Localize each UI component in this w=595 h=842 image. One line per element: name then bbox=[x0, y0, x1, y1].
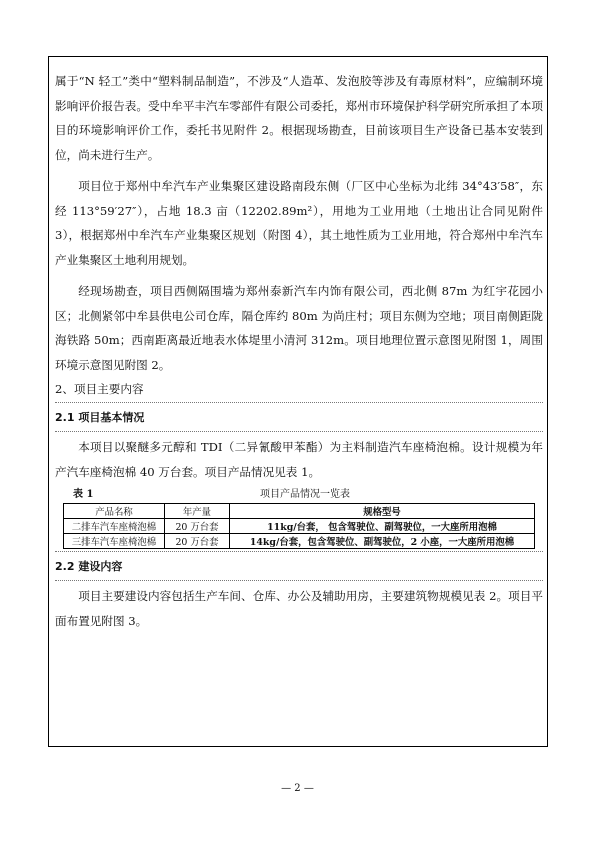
cell-product-name: 三排车汽车座椅泡棉 bbox=[64, 534, 165, 549]
table-header-row bbox=[64, 504, 535, 519]
page-number: — 2 — bbox=[281, 783, 314, 794]
dotted-separator bbox=[55, 580, 543, 581]
dotted-separator bbox=[55, 402, 543, 403]
cell-spec-model: 11kg/台套， 包含驾驶位、副驾驶位，一大座所用泡棉 bbox=[230, 519, 535, 534]
cell-product-name: 二排车汽车座椅泡棉 bbox=[64, 519, 165, 534]
product-table bbox=[63, 503, 535, 549]
table-number: 表 1 bbox=[73, 489, 94, 500]
header-spec-model: 规格型号 bbox=[230, 504, 535, 519]
table-title: 项目产品情况一览表 bbox=[260, 489, 350, 500]
subsection-heading-basic-info: 2.1 项目基本情况 bbox=[55, 411, 145, 424]
paragraph-construction: 项目主要建设内容包括生产车间、仓库、办公及辅助用房，主要建筑物规模见表 2。项目平面布置见附图 3。 bbox=[55, 589, 543, 628]
table-caption bbox=[55, 488, 543, 502]
document-frame bbox=[48, 56, 548, 747]
table-row bbox=[64, 534, 535, 549]
table-row bbox=[64, 519, 535, 534]
cell-annual-output: 20 万台套 bbox=[165, 534, 230, 549]
paragraph-surroundings: 经现场勘查，项目西侧隔围墙为郑州泰新汽车内饰有限公司，西北侧 87m 为红宇花园小区；北侧紧邻中牟县供电公司仓库，隔仓库约 80m 为尚庄村；项目东侧为空地；项目南侧距陇海铁路 50m；西南距离最近地表水体堤里小清河 312m。项目地理位置示意图见附图 1，周围环境示意图见附图 2。 bbox=[55, 284, 543, 372]
dotted-separator bbox=[55, 551, 543, 552]
paragraph-location: 项目位于郑州中牟汽车产业集聚区建设路南段东侧（厂区中心坐标为北纬 34°43′58″，东经 113°59′27″），占地 18.3 亩（12202.89m²），用地为工业用地（土地出让合同见附件 3），根据郑州中牟汽车产业集聚区规划（附图 4），其土地性质为工业用地，符合郑州中牟汽车产业集聚区土地利用规划。 bbox=[55, 179, 543, 267]
cell-spec-model: 14kg/台套，包含驾驶位、副驾驶位，2 小座，一大座所用泡棉 bbox=[230, 534, 535, 549]
subsection-heading-construction: 2.2 建设内容 bbox=[55, 560, 123, 573]
header-annual-output: 年产量 bbox=[165, 504, 230, 519]
document-content bbox=[55, 69, 543, 633]
cell-annual-output: 20 万台套 bbox=[165, 519, 230, 534]
header-product-name: 产品名称 bbox=[64, 504, 165, 519]
section-heading-main-content: 2、项目主要内容 bbox=[55, 382, 144, 396]
dotted-separator bbox=[55, 431, 543, 432]
paragraph-classification: 属于“N 轻工”类中“塑料制品制造”，不涉及“人造革、发泡胶等涉及有毒原材料”，应编制环境影响评价报告表。受中牟平丰汽车零部件有限公司委托，郑州市环境保护科学研究所承担了本项目的环境影响评价工作，委托书见附件 2。根据现场勘查，目前该项目生产设备已基本安装到位，尚未进行生产。 bbox=[55, 74, 543, 162]
paragraph-product-intro: 本项目以聚醚多元醇和 TDI（二异氰酸甲苯酯）为主料制造汽车座椅泡棉。设计规模为年产汽车座椅泡棉 40 万台套。项目产品情况见表 1。 bbox=[55, 440, 543, 479]
